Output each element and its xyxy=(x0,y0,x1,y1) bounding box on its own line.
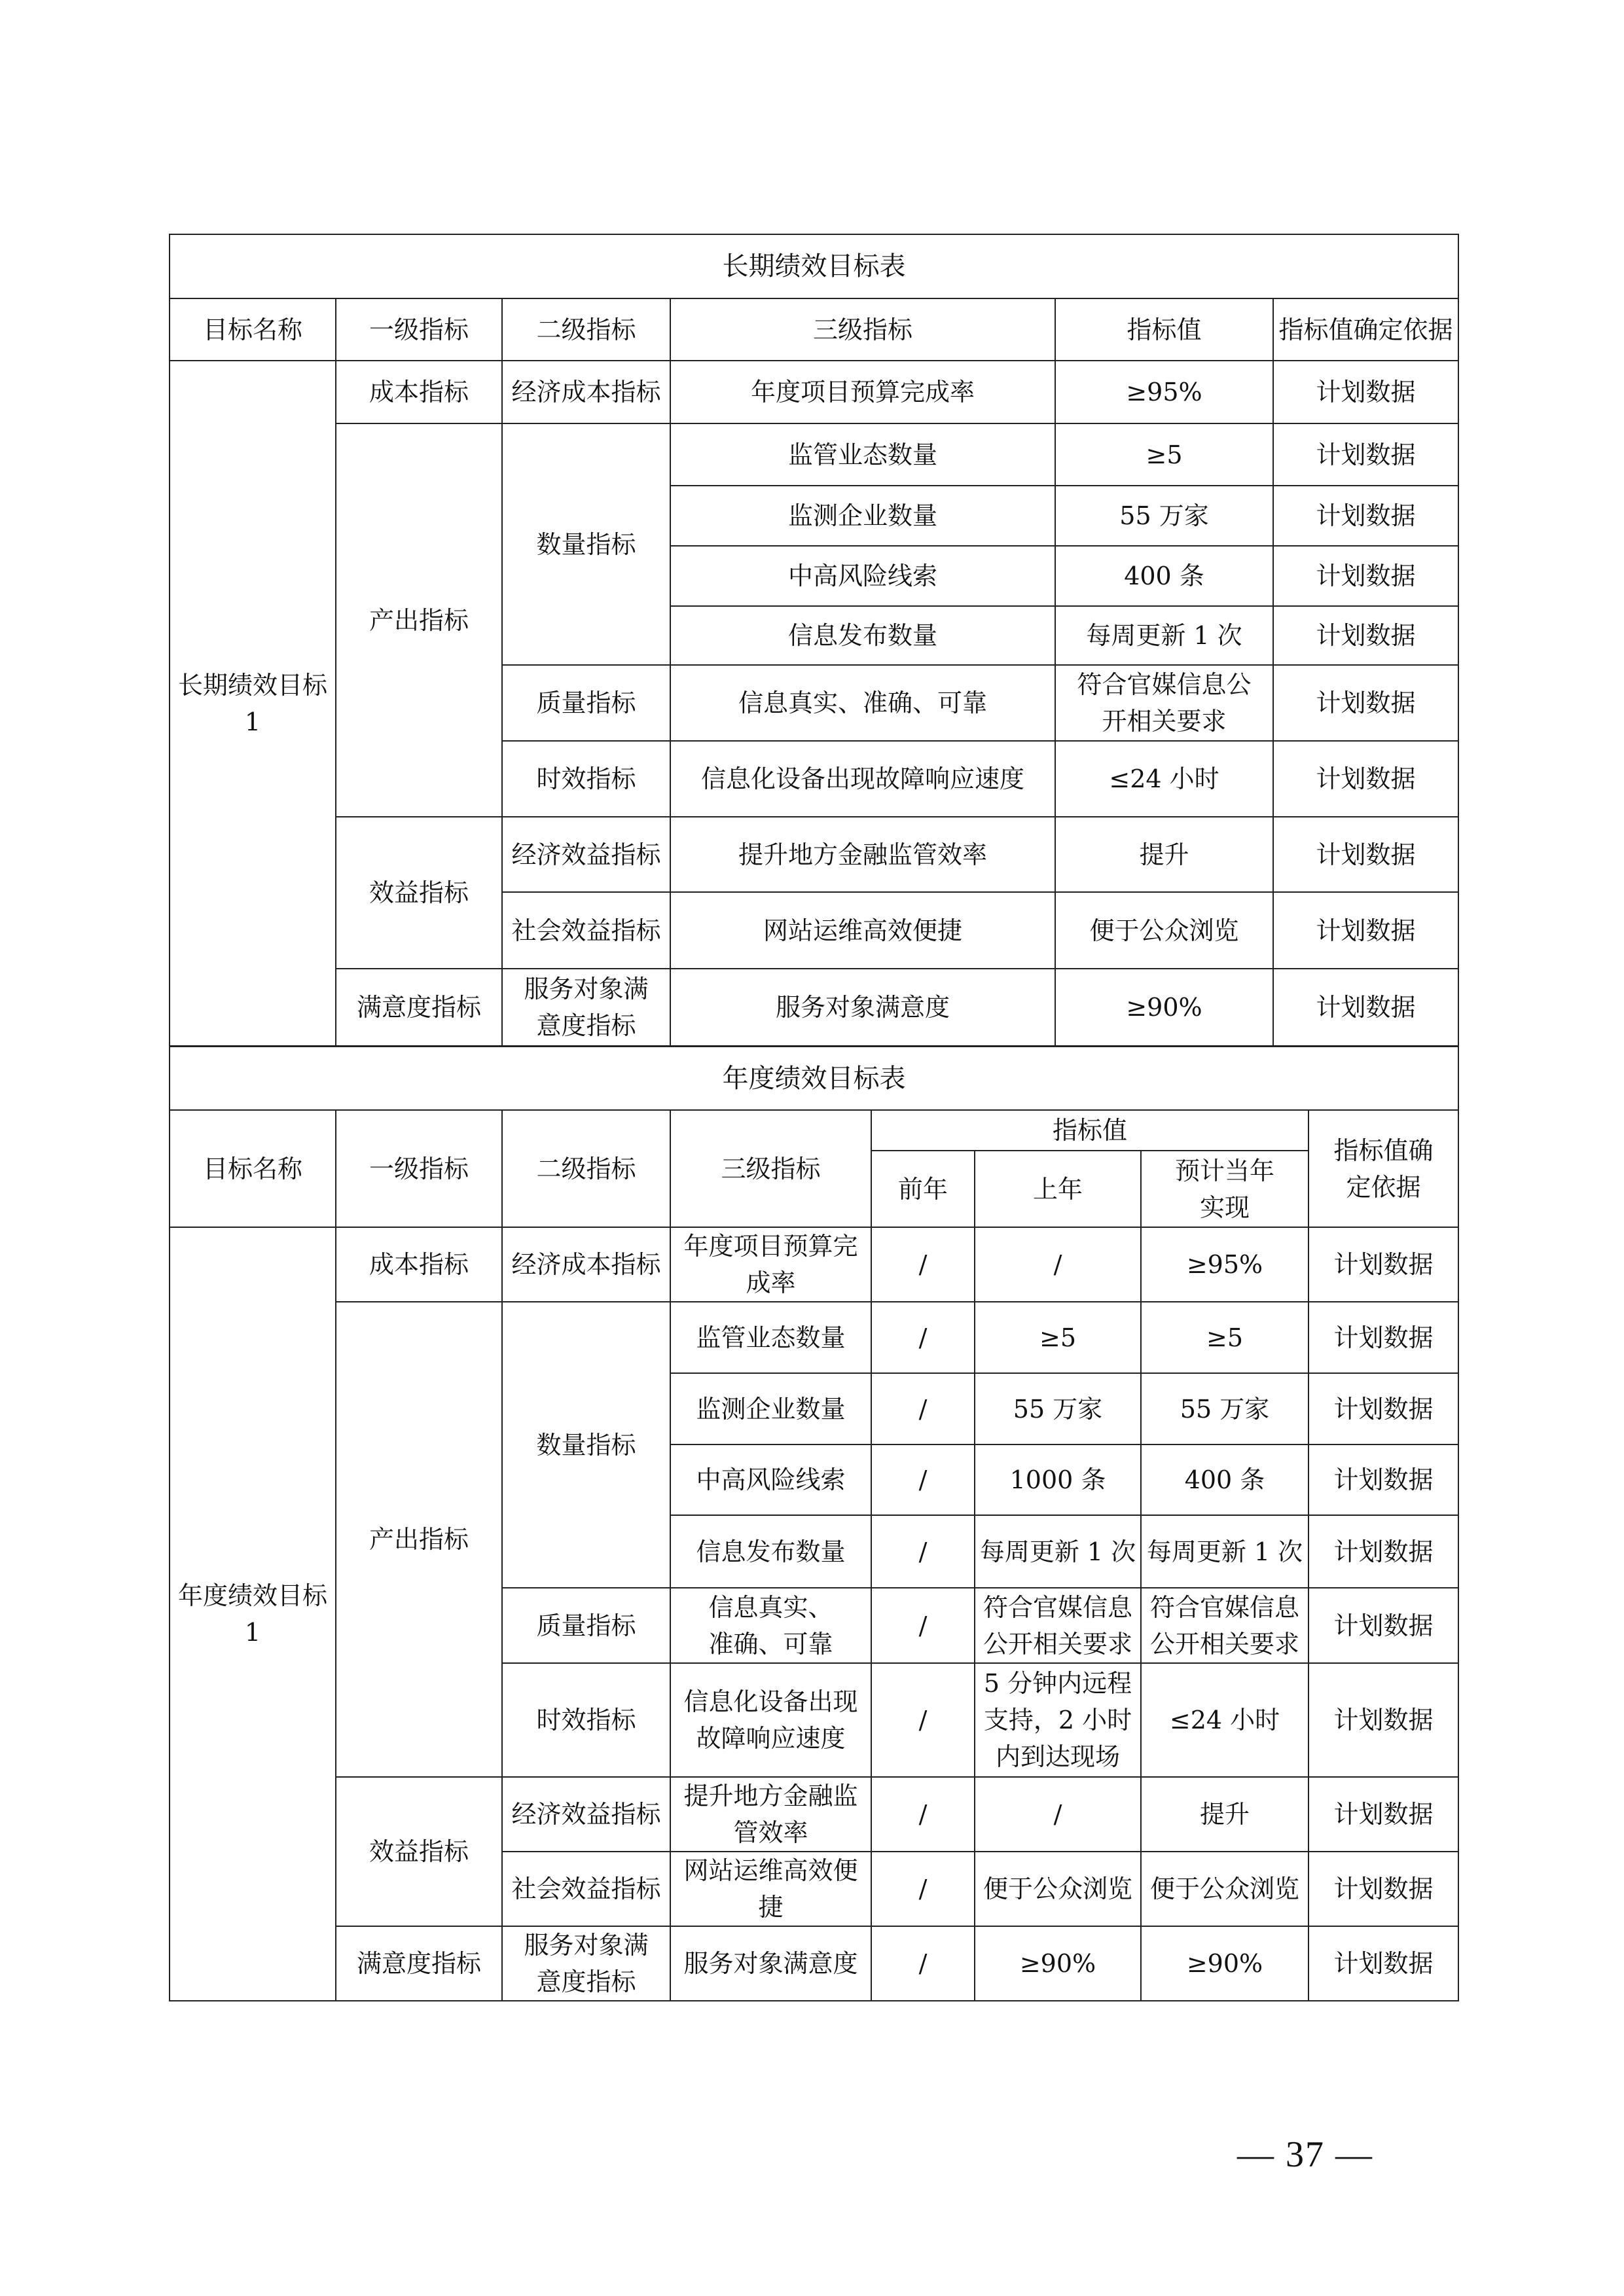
level2-cell: 社会效益指标 xyxy=(502,892,670,969)
header-level1: 一级指标 xyxy=(336,1110,502,1227)
level2-cell: 经济成本指标 xyxy=(502,1227,670,1302)
basis-cell: 计划数据 xyxy=(1308,1852,1458,1926)
basis-cell: 计划数据 xyxy=(1273,817,1458,892)
header-level2: 二级指标 xyxy=(502,1110,670,1227)
value-cell: ≤24 小时 xyxy=(1055,741,1273,817)
basis-cell: 计划数据 xyxy=(1273,361,1458,423)
basis-cell: 计划数据 xyxy=(1308,1663,1458,1777)
header-level2: 二级指标 xyxy=(502,298,670,361)
annual-performance-table xyxy=(169,1046,1459,2001)
level3-cell: 监测企业数量 xyxy=(670,486,1055,546)
expected-cell: 55 万家 xyxy=(1141,1373,1308,1444)
last-year-cell: ≥90% xyxy=(975,1926,1141,2001)
basis-cell: 计划数据 xyxy=(1273,546,1458,606)
basis-cell: 计划数据 xyxy=(1308,1302,1458,1373)
basis-cell: 计划数据 xyxy=(1273,969,1458,1046)
header-level3: 三级指标 xyxy=(670,1110,871,1227)
level3-cell: 中高风险线索 xyxy=(670,1444,871,1515)
header-level1: 一级指标 xyxy=(336,298,502,361)
value-cell: 400 条 xyxy=(1055,546,1273,606)
level3-cell: 年度项目预算完成率 xyxy=(670,361,1055,423)
table-title: 年度绩效目标表 xyxy=(170,1047,1458,1110)
level3-cell: 信息真实、准确、可靠 xyxy=(670,665,1055,741)
header-last-year: 上年 xyxy=(975,1151,1141,1227)
prev-year-cell: / xyxy=(871,1444,975,1515)
level3-cell: 网站运维高效便捷 xyxy=(670,1852,871,1926)
level1-cell: 成本指标 xyxy=(336,361,502,423)
header-row xyxy=(170,1110,1458,1151)
level3-cell: 提升地方金融监管效率 xyxy=(670,1777,871,1852)
level3-cell: 服务对象满意度 xyxy=(670,1926,871,2001)
prev-year-cell: / xyxy=(871,1852,975,1926)
last-year-cell: 55 万家 xyxy=(975,1373,1141,1444)
last-year-cell: / xyxy=(975,1777,1141,1852)
level2-cell: 经济成本指标 xyxy=(502,361,670,423)
basis-cell: 计划数据 xyxy=(1308,1588,1458,1663)
level3-cell: 信息发布数量 xyxy=(670,1515,871,1588)
basis-cell: 计划数据 xyxy=(1273,741,1458,817)
level3-cell: 年度项目预算完成率 xyxy=(670,1227,871,1302)
expected-cell: ≤24 小时 xyxy=(1141,1663,1308,1777)
level3-cell: 监测企业数量 xyxy=(670,1373,871,1444)
level3-cell: 信息化设备出现故障响应速度 xyxy=(670,1663,871,1777)
expected-cell: 便于公众浏览 xyxy=(1141,1852,1308,1926)
goal-name-cell: 长期绩效目标1 xyxy=(170,361,336,1046)
level3-cell: 监管业态数量 xyxy=(670,423,1055,486)
table-row xyxy=(170,1227,1458,1302)
last-year-cell: 每周更新 1 次 xyxy=(975,1515,1141,1588)
header-expected: 预计当年实现 xyxy=(1141,1151,1308,1227)
level3-cell: 网站运维高效便捷 xyxy=(670,892,1055,969)
value-cell: 符合官媒信息公开相关要求 xyxy=(1055,665,1273,741)
page-number: — 37 — xyxy=(1237,2134,1373,2175)
table-row xyxy=(170,1302,1458,1373)
basis-cell: 计划数据 xyxy=(1308,1926,1458,2001)
level2-cell: 质量指标 xyxy=(502,665,670,741)
level2-cell: 质量指标 xyxy=(502,1588,670,1663)
level3-cell: 信息化设备出现故障响应速度 xyxy=(670,741,1055,817)
basis-cell: 计划数据 xyxy=(1273,892,1458,969)
level3-cell: 信息发布数量 xyxy=(670,606,1055,665)
basis-cell: 计划数据 xyxy=(1273,423,1458,486)
level2-cell: 服务对象满意度指标 xyxy=(502,969,670,1046)
level3-cell: 信息真实、准确、可靠 xyxy=(670,1588,871,1663)
long-term-performance-table xyxy=(169,234,1459,1047)
goal-name-cell: 年度绩效目标1 xyxy=(170,1227,336,2001)
header-goal-name: 目标名称 xyxy=(170,1110,336,1227)
value-cell: ≥90% xyxy=(1055,969,1273,1046)
value-cell: ≥5 xyxy=(1055,423,1273,486)
prev-year-cell: / xyxy=(871,1302,975,1373)
table-row xyxy=(170,969,1458,1046)
basis-cell: 计划数据 xyxy=(1273,486,1458,546)
basis-cell: 计划数据 xyxy=(1308,1373,1458,1444)
level1-cell: 成本指标 xyxy=(336,1227,502,1302)
level2-cell: 经济效益指标 xyxy=(502,817,670,892)
prev-year-cell: / xyxy=(871,1777,975,1852)
basis-cell: 计划数据 xyxy=(1273,665,1458,741)
prev-year-cell: / xyxy=(871,1588,975,1663)
basis-cell: 计划数据 xyxy=(1308,1227,1458,1302)
table-row xyxy=(170,1777,1458,1852)
prev-year-cell: / xyxy=(871,1663,975,1777)
expected-cell: 符合官媒信息公开相关要求 xyxy=(1141,1588,1308,1663)
prev-year-cell: / xyxy=(871,1227,975,1302)
level3-cell: 监管业态数量 xyxy=(670,1302,871,1373)
value-cell: 便于公众浏览 xyxy=(1055,892,1273,969)
header-value-group: 指标值 xyxy=(871,1110,1308,1151)
last-year-cell: ≥5 xyxy=(975,1302,1141,1373)
basis-cell: 计划数据 xyxy=(1308,1515,1458,1588)
header-basis: 指标值确定依据 xyxy=(1308,1110,1458,1227)
level1-cell: 满意度指标 xyxy=(336,1926,502,2001)
table-row xyxy=(170,1926,1458,2001)
header-row xyxy=(170,298,1458,361)
level3-cell: 提升地方金融监管效率 xyxy=(670,817,1055,892)
level1-cell: 效益指标 xyxy=(336,817,502,969)
last-year-cell: 符合官媒信息公开相关要求 xyxy=(975,1588,1141,1663)
table-row xyxy=(170,423,1458,486)
prev-year-cell: / xyxy=(871,1373,975,1444)
last-year-cell: 5 分钟内远程支持，2 小时内到达现场 xyxy=(975,1663,1141,1777)
level2-cell: 服务对象满意度指标 xyxy=(502,1926,670,2001)
value-cell: ≥95% xyxy=(1055,361,1273,423)
table-row xyxy=(170,361,1458,423)
level2-cell: 时效指标 xyxy=(502,741,670,817)
level2-cell: 数量指标 xyxy=(502,423,670,665)
expected-cell: ≥90% xyxy=(1141,1926,1308,2001)
table-row xyxy=(170,817,1458,892)
level2-cell: 时效指标 xyxy=(502,1663,670,1777)
last-year-cell: 1000 条 xyxy=(975,1444,1141,1515)
expected-cell: ≥5 xyxy=(1141,1302,1308,1373)
header-prev-year: 前年 xyxy=(871,1151,975,1227)
value-cell: 55 万家 xyxy=(1055,486,1273,546)
header-level3: 三级指标 xyxy=(670,298,1055,361)
header-basis: 指标值确定依据 xyxy=(1273,298,1458,361)
value-cell: 提升 xyxy=(1055,817,1273,892)
basis-cell: 计划数据 xyxy=(1308,1444,1458,1515)
prev-year-cell: / xyxy=(871,1926,975,2001)
header-goal-name: 目标名称 xyxy=(170,298,336,361)
expected-cell: 400 条 xyxy=(1141,1444,1308,1515)
level1-cell: 产出指标 xyxy=(336,423,502,817)
basis-cell: 计划数据 xyxy=(1273,606,1458,665)
level3-cell: 中高风险线索 xyxy=(670,546,1055,606)
table-title: 长期绩效目标表 xyxy=(170,234,1458,298)
level3-cell: 服务对象满意度 xyxy=(670,969,1055,1046)
prev-year-cell: / xyxy=(871,1515,975,1588)
last-year-cell: 便于公众浏览 xyxy=(975,1852,1141,1926)
basis-cell: 计划数据 xyxy=(1308,1777,1458,1852)
expected-cell: ≥95% xyxy=(1141,1227,1308,1302)
level2-cell: 数量指标 xyxy=(502,1302,670,1588)
expected-cell: 提升 xyxy=(1141,1777,1308,1852)
level1-cell: 产出指标 xyxy=(336,1302,502,1777)
header-value: 指标值 xyxy=(1055,298,1273,361)
level2-cell: 经济效益指标 xyxy=(502,1777,670,1852)
expected-cell: 每周更新 1 次 xyxy=(1141,1515,1308,1588)
value-cell: 每周更新 1 次 xyxy=(1055,606,1273,665)
level1-cell: 满意度指标 xyxy=(336,969,502,1046)
last-year-cell: / xyxy=(975,1227,1141,1302)
level2-cell: 社会效益指标 xyxy=(502,1852,670,1926)
level1-cell: 效益指标 xyxy=(336,1777,502,1926)
